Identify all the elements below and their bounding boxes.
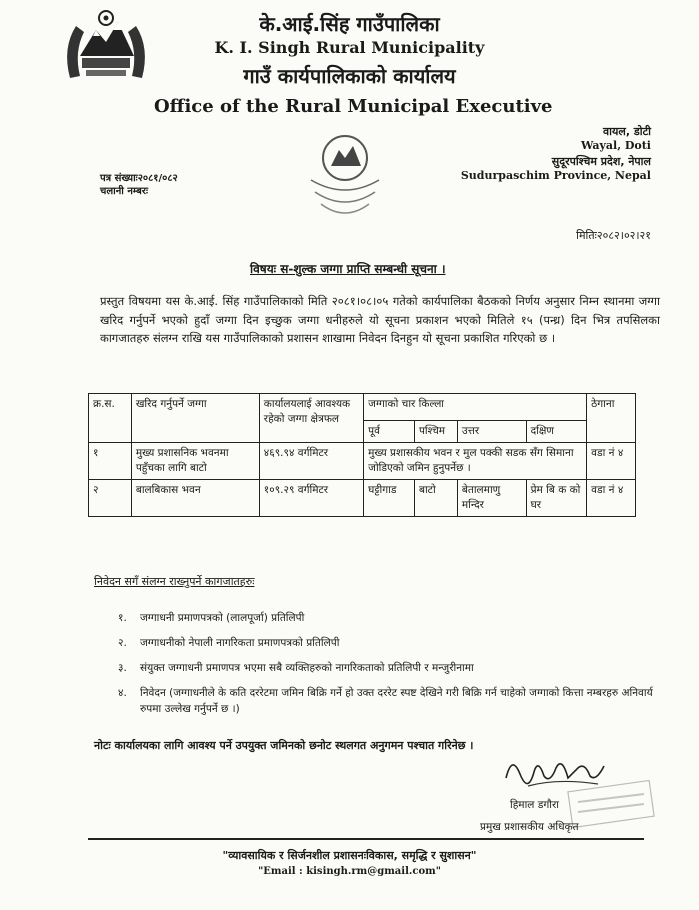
land-requirement-table <box>88 393 636 517</box>
row1-address: वडा नं ४ <box>587 443 636 480</box>
signatory-name: हिमाल डगौरा <box>510 799 560 811</box>
row2-west: बाटो <box>414 480 457 517</box>
list-item-number: ३. <box>118 662 127 674</box>
letter-number: पत्र संख्याः२०८१/०८२ <box>100 173 178 184</box>
header-east: पूर्व <box>364 421 415 443</box>
officer-stamp <box>566 780 656 828</box>
office-name-nepali: गाउँ कार्यपालिकाको कार्यालय <box>243 64 456 88</box>
row1-sn: १ <box>89 443 132 480</box>
header-land: खरिद गर्नुपर्ने जग्गा <box>131 394 259 443</box>
footer-slogan: "व्यावसायिक र सिर्जनशील प्रशासनःविकास, समृद्धि र सुशासन" <box>222 849 477 862</box>
table-row <box>89 480 636 517</box>
list-item-text: निवेदन (जग्गाधनीले के कति दररेटमा जमिन बिक्रि गर्ने हो उक्त दररेट स्पष्ट देखिने गरी बिक्रि गर्न चाहेको जग्गाको कित्ता नम्बरहरु अनिवार्य रुपमा उल्लेख गर्नुपर्ने छ ।) <box>140 687 653 715</box>
province-english: Sudurpaschim Province, Nepal <box>460 169 651 182</box>
header-address: ठेगाना <box>587 394 636 443</box>
attachments-title: निवेदन सगँ संलग्न राख्नुपर्ने कागजातहरुः <box>94 575 255 588</box>
list-item-number: २. <box>118 637 127 649</box>
office-seal-stamp <box>305 130 385 225</box>
table-header-row <box>89 394 636 421</box>
list-item-text: जग्गाधनी प्रमाणपत्रको (लालपूर्जा) प्रतिलिपी <box>140 612 305 624</box>
row1-land: मुख्य प्रशासनिक भवनमा पहुँचका लागि बाटो <box>131 443 259 480</box>
dispatch-number: चलानी नम्बरः <box>100 186 148 197</box>
table-row <box>89 443 636 480</box>
list-item-number: १. <box>118 612 127 624</box>
list-item-number: ४. <box>118 687 127 699</box>
notice-note: नोटः कार्यालयका लागि आवश्य पर्ने उपयुक्त जमिनको छनोट स्थलगत अनुगमन पश्चात गरिनेछ । <box>94 739 474 752</box>
address-english: Wayal, Doti <box>580 139 651 152</box>
municipality-name-nepali: के.आई.सिंह गाउँपालिका <box>259 12 440 36</box>
footer-email: "Email : kisingh.rm@gmail.com" <box>258 866 441 877</box>
header-area: कार्यालयलाई आवश्यक रहेको जग्गा क्षेत्रफल <box>259 394 363 443</box>
row2-south: प्रेम बि क को घर <box>526 480 587 517</box>
notice-date: मितिः२०८२।०२।२१ <box>576 229 651 242</box>
row2-area: १०९.२९ वर्गमिटर <box>259 480 363 517</box>
header-sn: क्र.स. <box>89 394 132 443</box>
list-item-text: जग्गाधनीको नेपाली नागरिकता प्रमाणपत्रको प्रतिलिपी <box>140 637 340 649</box>
list-item <box>118 635 658 651</box>
row1-area: ४६९.९४ वर्गमिटर <box>259 443 363 480</box>
list-item <box>118 660 658 676</box>
header-boundary: जग्गाको चार किल्ला <box>364 394 587 421</box>
header-north: उत्तर <box>457 421 526 443</box>
notice-subject: विषयः स-शुल्क जग्गा प्राप्ति सम्बन्धी सूचना । <box>250 262 446 276</box>
header-south: दक्षिण <box>526 421 587 443</box>
list-item <box>118 610 658 626</box>
row2-north: बेतालमाणु मन्दिर <box>457 480 526 517</box>
row2-address: वडा नं ४ <box>587 480 636 517</box>
list-item <box>118 685 658 717</box>
signatory-designation: प्रमुख प्रशासकीय अधिकृत <box>480 821 579 833</box>
office-name-english: Office of the Rural Municipal Executive <box>154 96 553 117</box>
row2-land: बालबिकास भवन <box>131 480 259 517</box>
row2-sn: २ <box>89 480 132 517</box>
province-nepali: सुदूरपश्चिम प्रदेश, नेपाल <box>551 155 651 168</box>
header-west: पश्चिम <box>414 421 457 443</box>
address-nepali: वायल, डोटी <box>603 125 651 138</box>
notice-body: प्रस्तुत विषयमा यस के.आई. सिंह गाउँपालिकाको मिति २०८१।०८।०५ गतेको कार्यपालिका बैठकको निर्णय अनुसार निम्न स्थानमा जग्गा खरिद गर्नुपर्ने भएको हुदाँ जग्गा दिन इच्छुक जग्गा धनीहरुले यो सूचना प्रकाशन भएको मितिले १५ (पन्ध्र) दिन भित्र तपसिलका कागजातहरु संलग्न राखि यस गाउँपालिकाको प्रशासन शाखामा निवेदन दिनहुन यो सूचना प्रकाशित गरिएको छ । <box>100 294 660 345</box>
row1-boundary: मुख्य प्रशासकीय भवन र मुल पक्की सडक सँग सिमाना जोडिएको जमिन हुनुपर्नेछ । <box>364 443 587 480</box>
row2-east: घट्टीगाड <box>364 480 415 517</box>
list-item-text: संयुक्त जग्गाधनी प्रमाणपत्र भएमा सबै व्यक्तिहरुको नागरिकताको प्रतिलिपी र मन्जुरीनामा <box>140 662 474 674</box>
attachments-list <box>118 610 658 726</box>
footer-divider <box>88 838 644 840</box>
municipality-name-english: K. I. Singh Rural Municipality <box>214 38 485 57</box>
